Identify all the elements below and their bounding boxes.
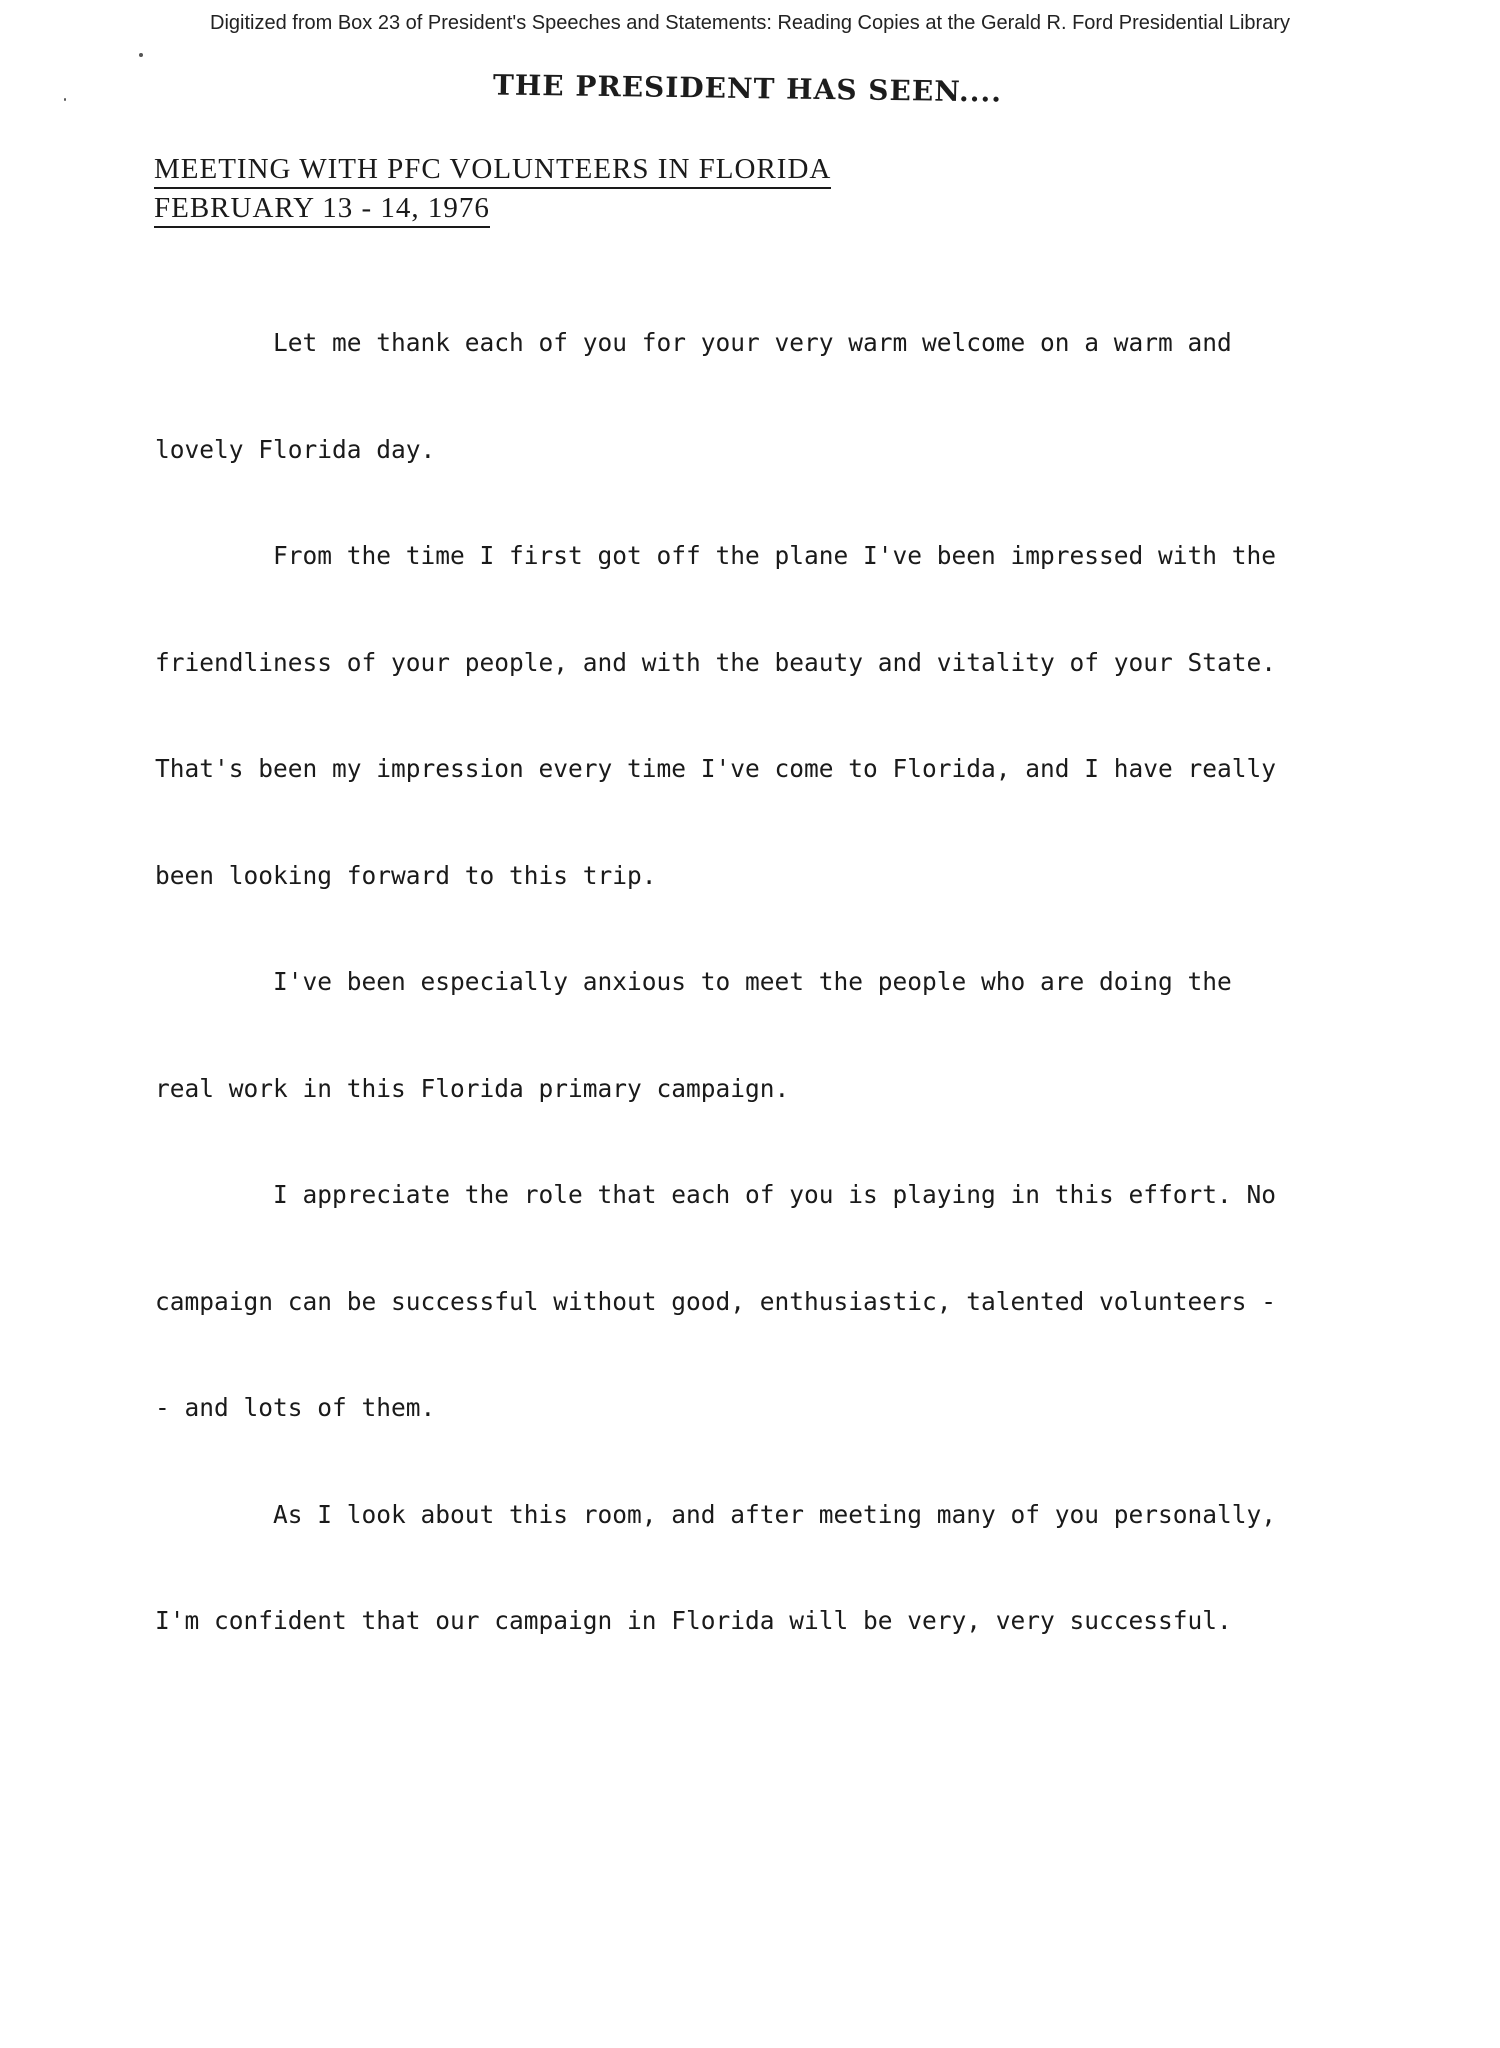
president-has-seen-stamp: THE PRESIDENT HAS SEEN.... bbox=[492, 68, 1003, 109]
speech-title-block bbox=[154, 152, 831, 228]
speech-date: FEBRUARY 13 - 14, 1976 bbox=[154, 191, 490, 228]
speech-paragraph: Let me thank each of you for your very warm welcome on a warm and lovely Florida day. bbox=[155, 328, 1232, 464]
scan-speck bbox=[64, 98, 66, 101]
speech-paragraph: I appreciate the role that each of you is playing in this effort. No campaign can be successful without good, enthusiastic, talented volunteers -- and lots of them. bbox=[155, 1180, 1277, 1422]
digitization-notice: Digitized from Box 23 of President's Speeches and Statements: Reading Copies at the Gerald R. Ford Presidential Library bbox=[210, 12, 1290, 34]
speech-title: MEETING WITH PFC VOLUNTEERS IN FLORIDA bbox=[154, 152, 831, 189]
speech-paragraph: I've been especially anxious to meet the people who are doing the real work in this Florida primary campaign. bbox=[155, 967, 1232, 1103]
speech-body bbox=[155, 290, 1285, 1675]
speech-paragraph: As I look about this room, and after meeting many of you personally, I'm confident that our campaign in Florida will be very, very successful. bbox=[155, 1499, 1277, 1635]
speech-paragraph: From the time I first got off the plane I've been impressed with the friendliness of your people, and with the beauty and vitality of your State. That's been my impression every time I've come to Florida, and I have really been looking forward to this trip. bbox=[155, 541, 1277, 890]
scan-speck bbox=[139, 53, 143, 57]
